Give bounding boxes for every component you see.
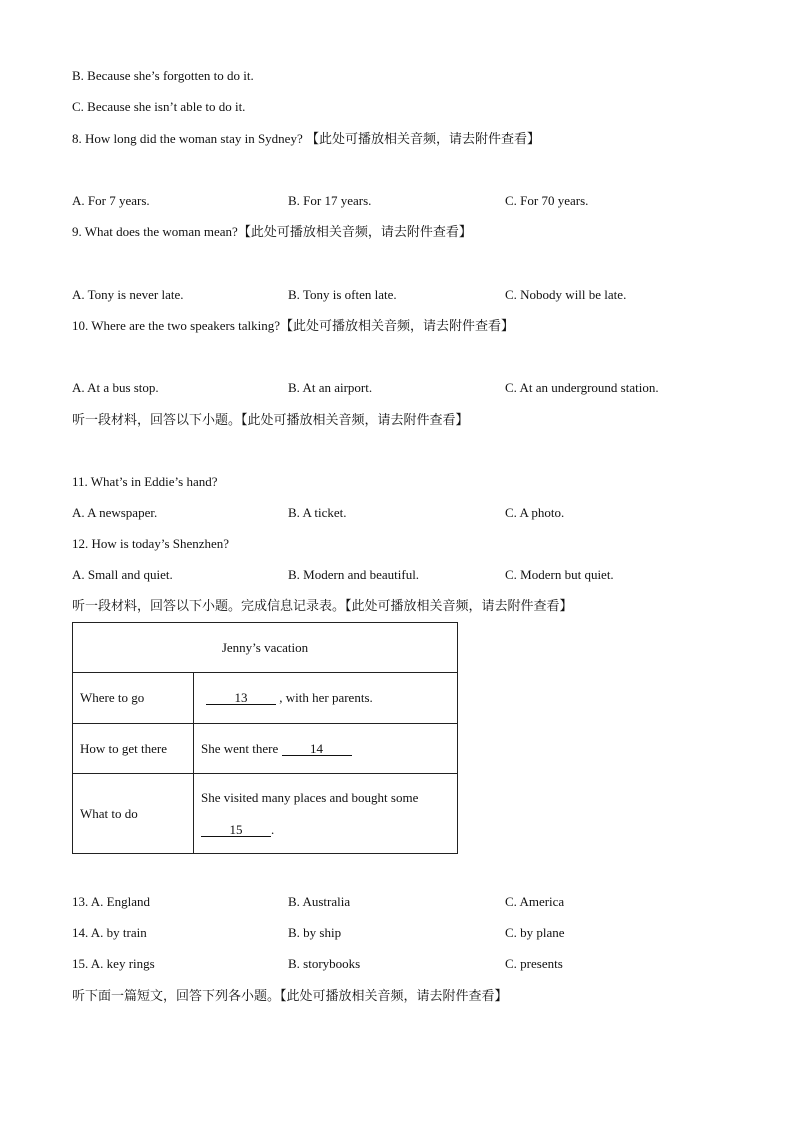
section-instruction-2: 听一段材料，回答以下小题。完成信息记录表。【此处可播放相关音频，请去附件查看】: [72, 598, 573, 613]
q10-stem: 10. Where are the two speakers talking?【此处可播放相关音频，请去附件查看】: [72, 318, 515, 333]
blank-15: 15: [201, 823, 271, 837]
table-row: [73, 774, 458, 854]
q11-stem: 11. What’s in Eddie’s hand?: [72, 474, 218, 489]
row-value-where: [194, 673, 458, 724]
q9-option-a: A. Tony is never late.: [72, 287, 184, 302]
q10-option-a: A. At a bus stop.: [72, 380, 159, 395]
q8-stem: 8. How long did the woman stay in Sydney? 【此处可播放相关音频，请去附件查看】: [72, 131, 540, 146]
table-row: [73, 623, 458, 673]
q9-option-b: B. Tony is often late.: [288, 287, 397, 302]
how-prefix: She went there: [201, 740, 279, 756]
q12-option-c: C. Modern but quiet.: [505, 567, 614, 582]
q9-option-c: C. Nobody will be late.: [505, 287, 627, 302]
q11-option-b: B. A ticket.: [288, 505, 347, 520]
row-value-what: [194, 774, 458, 854]
q9-stem: 9. What does the woman mean?【此处可播放相关音频，请去附件查看】: [72, 224, 472, 239]
q10-option-c: C. At an underground station.: [505, 380, 659, 395]
q10-option-b: B. At an airport.: [288, 380, 373, 395]
info-record-table: [72, 622, 458, 854]
q15-option-c: C. presents: [505, 956, 563, 971]
row-value-how: [194, 724, 458, 774]
blank-14: 14: [282, 742, 352, 756]
q12-stem: 12. How is today’s Shenzhen?: [72, 536, 230, 551]
q12-option-a: A. Small and quiet.: [72, 567, 173, 582]
table-row: [73, 673, 458, 724]
q8-option-a: A. For 7 years.: [72, 193, 150, 208]
row-label-where: Where to go: [73, 673, 194, 724]
table-row: [73, 724, 458, 774]
q13-option-b: B. Australia: [288, 894, 351, 909]
q8-option-c: C. For 70 years.: [505, 193, 589, 208]
q14-option-a: 14. A. by train: [72, 925, 147, 940]
table-title: Jenny’s vacation: [73, 623, 458, 673]
q11-option-c: C. A photo.: [505, 505, 565, 520]
q12-option-b: B. Modern and beautiful.: [288, 567, 420, 582]
q7-option-c: C. Because she isn’t able to do it.: [72, 99, 246, 114]
q8-option-b: B. For 17 years.: [288, 193, 372, 208]
row-label-how: How to get there: [73, 724, 194, 774]
what-text: She visited many places and bought some: [201, 789, 419, 805]
q13-option-a: 13. A. England: [72, 894, 150, 909]
q11-option-a: A. A newspaper.: [72, 505, 158, 520]
q15-option-b: B. storybooks: [288, 956, 361, 971]
row-label-what: What to do: [73, 774, 194, 854]
blank-13: 13: [206, 691, 276, 705]
q15-option-a: 15. A. key rings: [72, 956, 155, 971]
section-instruction-3: 听下面一篇短文，回答下列各小题。【此处可播放相关音频，请去附件查看】: [72, 988, 508, 1003]
section-instruction-1: 听一段材料，回答以下小题。【此处可播放相关音频，请去附件查看】: [72, 412, 469, 427]
q13-option-c: C. America: [505, 894, 565, 909]
q14-option-b: B. by ship: [288, 925, 342, 940]
q14-option-c: C. by plane: [505, 925, 565, 940]
what-end: .: [271, 821, 275, 837]
q7-option-b: B. Because she’s forgotten to do it.: [72, 68, 254, 83]
where-suffix: , with her parents.: [279, 690, 373, 705]
